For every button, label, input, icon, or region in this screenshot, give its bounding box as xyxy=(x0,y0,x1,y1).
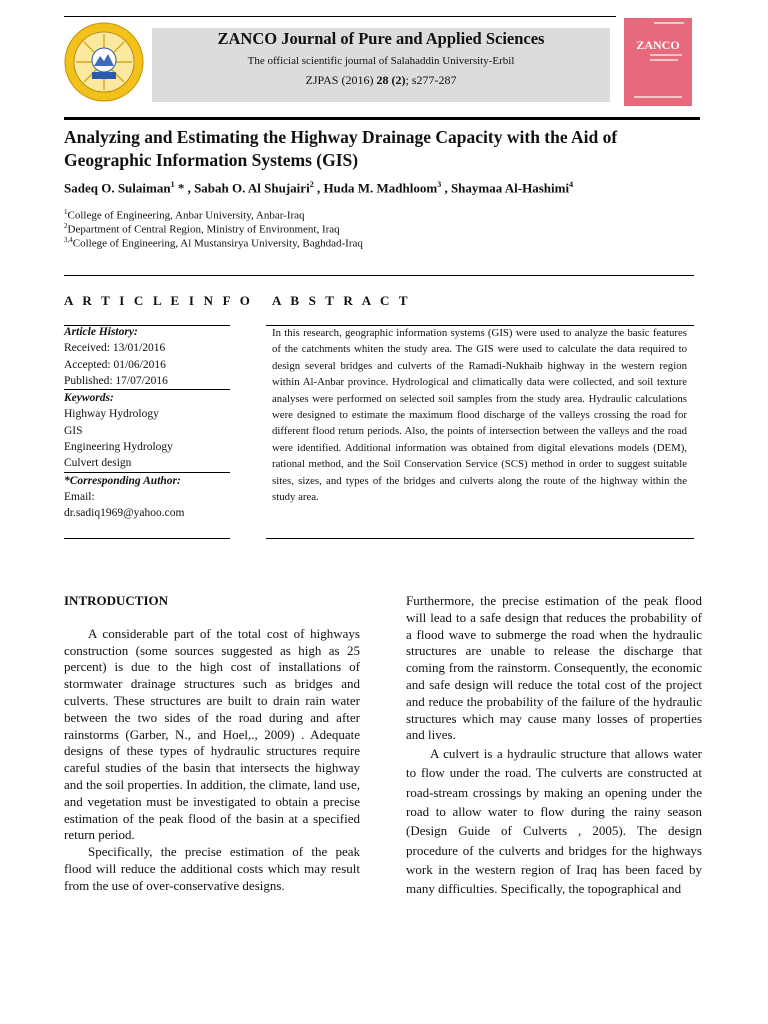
abstract-text: In this research, geographic information systems (GIS) were used to analyze the basic features of the catchments whiten the study area. The GIS were used to calculate the data required to design several bridges and culverts of the Ramadi-Nukhaib highway in the western region within Al-Anbar province. Hydrological and climatically data were collected, and soil texture analyses were performed on selected soil samples from the study area. Hydraulic calculations were designed to estimate the maximum flood discharge of the valleys crossing the road for different flood return periods. Also, the points of intersection between the valleys and the road were identified. Additional information was obtained from digital elevations models (DEM), rational method, and the Soil Conservation Service (SCS) method in order to suggest suitable sites, sizes, and types of the bridges and culverts along the route of the highway within the study area. xyxy=(272,327,687,504)
paper-title: Analyzing and Estimating the Highway Drainage Capacity with the Aid of Geographic Information Systems (GIS) xyxy=(64,127,618,170)
info-bottom-rule xyxy=(64,538,230,539)
article-info-box xyxy=(64,324,230,522)
section-divider xyxy=(64,275,694,276)
history-label: Article History: xyxy=(64,326,138,338)
paragraph: A culvert is a hydraulic structure that allows water to flow under the road. The culverts are constructed at road-stream crossings by making an opening under the road to allow water to flow during the rainy season (Design Guide of Culverts , 2005). The design procedure of the culverts and bridges for the highways work in the western region of Iraq has been faced by many difficulties. Specifically, the topographical and xyxy=(406,746,702,897)
top-rule xyxy=(64,16,616,17)
author-list: Sadeq O. Sulaiman$^1$ * , Sabah O. Al Shujairi$^2$ , Huda M. Madhloom$^3$ , Shaymaa Al-Hashimi$^4$ xyxy=(64,180,574,196)
keyword: Culvert design xyxy=(64,455,230,472)
journal-header-box xyxy=(152,28,610,102)
article-info-heading: A R T I C L E I N F O xyxy=(64,293,254,308)
abstract-heading: A B S T R A C T xyxy=(272,293,411,308)
author-name: Huda M. Madhloom xyxy=(323,180,438,196)
journal-cover-image xyxy=(624,18,692,106)
keyword: Engineering Hydrology xyxy=(64,441,173,454)
accepted-date: Accepted: 01/06/2016 xyxy=(64,358,166,371)
journal-subtitle: The official scientific journal of Salahaddin University-Erbil xyxy=(247,55,515,67)
body-right-column xyxy=(406,593,702,899)
introduction-heading: INTRODUCTION xyxy=(64,593,169,608)
author-name: Shaymaa Al-Hashimi xyxy=(450,180,570,196)
corresponding-label: *Corresponding Author: xyxy=(64,474,181,487)
received-date: Received: 13/01/2016 xyxy=(64,342,166,355)
email-label: Email: xyxy=(64,490,95,503)
journal-citation: ZJPAS (2016) 28 (2); s277-287 xyxy=(305,73,457,87)
university-seal-logo xyxy=(64,22,144,102)
published-date: Published: 17/07/2016 xyxy=(64,373,230,390)
paragraph: A considerable part of the total cost of highways construction (some sources suggested as high as 25 percent) is due to the high cost of installations of stormwater drainage structures such as bridges and culverts. These structures are built to drain rain water between the two sides of the road during and after rainstorms (Garber, N., and Hoel,., 2009) . Adequate designs of these types of hydraulic structures require careful studies of the basin that intersects the highway and the soil properties. In addition, the climate, land use, and vegetation must be investigated to obtain a precise estimation of the peak flood of the basin at a specified return period. xyxy=(64,625,360,843)
author-email[interactable]: dr.sadiq1969@yahoo.com xyxy=(64,507,185,520)
header-bottom-rule xyxy=(64,117,700,120)
affiliation: $^2$Department of Central Region, Ministry of Environment, Iraq xyxy=(64,222,340,236)
keyword: Highway Hydrology xyxy=(64,408,159,421)
body-left-column xyxy=(64,593,360,895)
paragraph: Furthermore, the precise estimation of the peak flood will lead to a safe design that reduces the probability of a flood wave to submerge the road when the hydraulic structures are unable to release the discharge that coming from the rainstorm. Consequently, the economic and safe design will reduce the total cost of the project and reduce the probability of the failure of the hydraulic structures which may cause many losses of properties and lives. xyxy=(406,593,702,743)
affiliation: $^1$College of Engineering, Anbar University, Anbar-Iraq xyxy=(64,208,305,222)
affiliation: $^{3,4}$College of Engineering, Al Mustansirya University, Baghdad-Iraq xyxy=(64,236,363,250)
author-name: Sadeq O. Sulaiman xyxy=(64,180,171,196)
cover-title: ZANCO xyxy=(636,38,680,52)
journal-title: ZANCO Journal of Pure and Applied Sciences xyxy=(217,29,545,48)
paragraph: Specifically, the precise estimation of the peak flood will reduce the additional costs which may result from the use of over-conservative designs. xyxy=(64,844,360,893)
keywords-label: Keywords: xyxy=(64,392,114,405)
abstract-bottom-rule xyxy=(266,538,694,539)
keyword: GIS xyxy=(64,424,83,437)
author-name: Sabah O. Al Shujairi xyxy=(194,180,310,196)
